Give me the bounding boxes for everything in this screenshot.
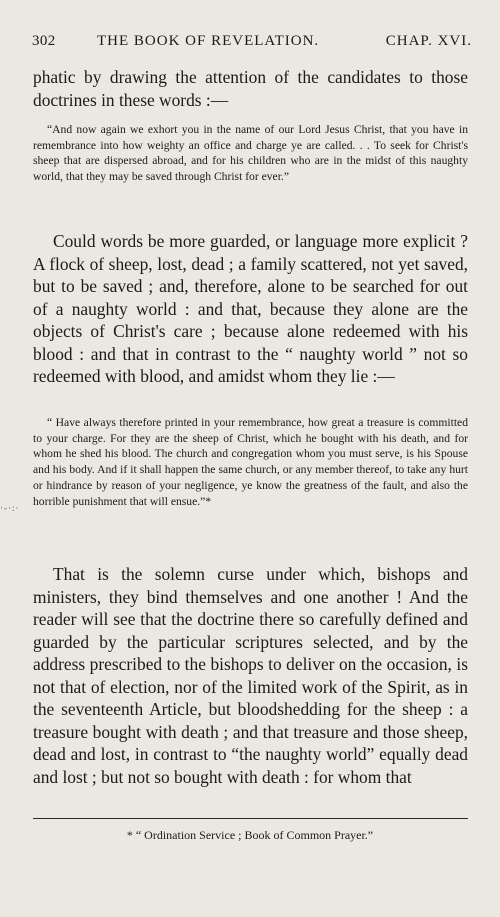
- stray-ink-marks: ·-·:·: [0, 503, 20, 513]
- quotation-2: “ Have always therefore printed in your remembrance, how great a treasure is committed to your charge. For they are the sheep of Christ, which he bought with his death, and for whom he shed his blood. The church and congregation whom you must serve, is his Spouse and his body. And if it shall happen the same church, or any member thereof, to take any hurt or hindrance by reason of your negligence, ye know the greatness of the fault, and also the horrible punishment that will ensue.”*: [33, 416, 468, 508]
- book-title: THE BOOK OF REVELATION.: [97, 33, 320, 49]
- paragraph-1: phatic by drawing the attention of the candidates to those doctrines in these words :—: [33, 67, 468, 110]
- running-header: [32, 33, 472, 53]
- footnote: * “ Ordination Service ; Book of Common Prayer.”: [126, 828, 374, 842]
- quotation-1: “And now again we exhort you in the name of our Lord Jesus Christ, that you have in remembrance into how weighty an office and charge ye are called. . . To seek for Christ's sheep that are dispersed abroad, and for his children who are in the midst of this naughty world, that they may be saved through Christ for ever.”: [33, 123, 468, 184]
- paragraph-3: That is the solemn curse under which, bishops and ministers, they bind themselves and one another ! And the reader will see that the doctrine there so carefully defined and guarded by the particular scriptures selected, and by the address prescribed to the bishops to deliver on the occasion, is not that of election, nor of the limited work of the Spirit, as in the seventeenth Article, but bloodshedding for the sheep : a treasure bought with death ; and that treasure and those sheep, dead and lost, in contrast to “the naughty world” equally dead and lost ; but not so bought with death : for whom that: [33, 564, 468, 787]
- chapter-label: CHAP. XVI.: [385, 33, 472, 49]
- paragraph-2: Could words be more guarded, or language more explicit ? A flock of sheep, lost, dead ; a family scattered, not yet saved, but to be saved ; and, therefore, alone to be searched for out of a naughty world : and that, because they alone are the objects of Christ's care ; because alone redeemed with his blood : and that in contrast to the “ naughty world ” not so redeemed with blood, and amidst whom they lie :—: [33, 231, 468, 386]
- page-number: 302: [32, 33, 56, 49]
- footnote-rule: [33, 818, 468, 819]
